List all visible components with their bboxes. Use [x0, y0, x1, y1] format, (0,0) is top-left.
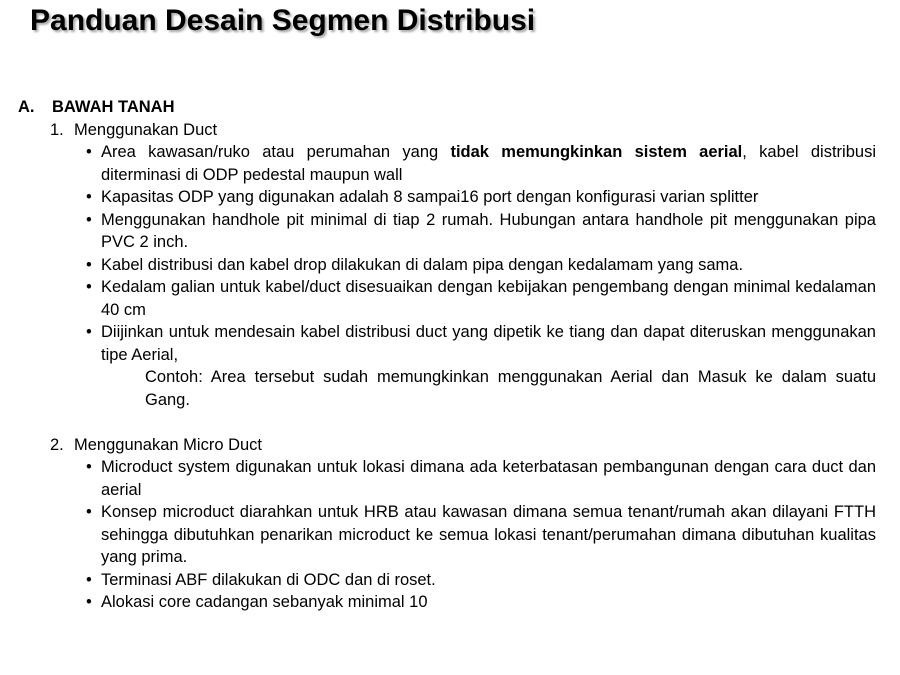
subsection-microduct-heading: [50, 434, 876, 457]
subsection-number: 2.: [50, 435, 64, 454]
bullet-text: Area kawasan/ruko atau perumahan yang: [101, 143, 451, 161]
microduct-bullet-list: [18, 456, 876, 614]
subsection-title: Menggunakan Duct: [74, 120, 218, 139]
bullet-item: • Diijinkan untuk mendesain kabel distribusi duct yang dipetik ke tiang dan dapat diteruskan menggunakan tipe Aerial,: [86, 321, 876, 366]
bullet-item: • Kapasitas ODP yang digunakan adalah 8 sampai16 port dengan konfigurasi varian splitter: [86, 186, 876, 209]
subsection-duct-heading: [50, 119, 876, 142]
section-title: BAWAH TANAH: [52, 98, 175, 116]
bullet-text: , kabel distribusi diterminasi di ODP pedestal maupun wall: [101, 143, 876, 184]
bullet-item: • Terminasi ABF dilakukan di ODC dan di roset.: [86, 569, 876, 592]
bullet-item: • Microduct system digunakan untuk lokasi dimana ada keterbatasan pembangunan dengan cara duct dan aerial: [86, 456, 876, 501]
bullet-emphasis: tidak memungkinkan sistem aerial: [450, 143, 743, 161]
duct-bullet-list: [18, 141, 876, 366]
bullet-item: [86, 141, 876, 186]
section-heading: [18, 96, 876, 119]
slide-content: [18, 96, 876, 614]
bullet-item: • Konsep microduct diarahkan untuk HRB atau kawasan dimana semua tenant/rumah akan dilayani FTTH sehingga dibutuhkan penarikan microduct ke semua lokasi tenant/perumahan dimana dibutuhan kualitas yang prima.: [86, 501, 876, 569]
section-letter: A.: [18, 98, 35, 116]
subsection-title: Menggunakan Micro Duct: [74, 435, 263, 454]
spacer: [18, 411, 876, 434]
slide-title: Panduan Desain Segmen Distribusi: [30, 4, 536, 37]
bullet-item: • Kabel distribusi dan kabel drop dilakukan di dalam pipa dengan kedalamam yang sama.: [86, 254, 876, 277]
bullet-item: • Menggunakan handhole pit minimal di tiap 2 rumah. Hubungan antara handhole pit menggunakan pipa PVC 2 inch.: [86, 209, 876, 254]
example-note: Contoh: Area tersebut sudah memungkinkan menggunakan Aerial dan Masuk ke dalam suatu Gang.: [145, 368, 876, 409]
subsection-number: 1.: [50, 120, 64, 139]
bullet-item: • Alokasi core cadangan sebanyak minimal 10: [86, 591, 876, 614]
bullet-item: • Kedalam galian untuk kabel/duct disesuaikan dengan kebijakan pengembang dengan minimal kedalaman 40 cm: [86, 276, 876, 321]
